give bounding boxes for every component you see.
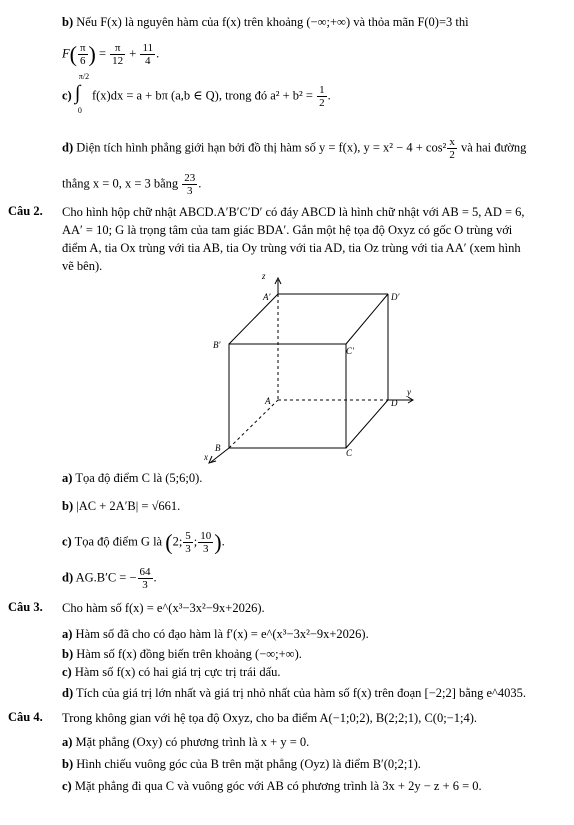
label-x: x: [204, 452, 208, 462]
fraction: [183, 530, 193, 555]
fraction-den: 2: [319, 97, 325, 109]
item-text: AG.B′C = −: [75, 570, 137, 585]
item-text: Hàm số đã cho có đạo hàm là f′(x) = e^(x³−3x²−9x+2026).: [75, 627, 369, 641]
item-text: Tọa độ điểm C là (5;6;0).: [75, 471, 203, 485]
fraction-num: 23: [184, 172, 196, 184]
item-label: c): [62, 779, 72, 793]
q2-item-a: [62, 470, 202, 486]
paren-open: (: [165, 529, 173, 555]
item-label: c): [62, 88, 72, 103]
label-c1: C′: [346, 346, 354, 356]
fraction-num: π: [110, 42, 125, 55]
question-text: điểm A, tia Ox trùng với tia AB, tia Oy trùng với tia AD, tia Oz trùng với tia AA′ (xem hình: [62, 241, 521, 255]
fraction-den: 3: [203, 543, 209, 555]
item-label: a): [62, 735, 73, 749]
item-label: c): [62, 665, 72, 679]
q2-item-d: d) AG.B′C = − $\frac{64}{3}$ .: [62, 566, 157, 591]
question-title: Câu 2.: [8, 204, 43, 218]
fraction: [447, 136, 457, 161]
q2-item-b: [62, 498, 180, 514]
fraction: [198, 530, 213, 555]
item-label: b): [62, 757, 74, 771]
label-b1: B′: [213, 340, 221, 350]
item-label: b): [62, 499, 74, 513]
question-title: Câu 3.: [8, 600, 43, 614]
item-label: b): [62, 15, 74, 29]
fraction-den: 4: [145, 55, 151, 67]
item-label: b): [62, 647, 74, 661]
q3-item-c: [62, 664, 281, 680]
fraction-den: 2: [449, 149, 455, 161]
integral-lower: 0: [77, 106, 82, 116]
item-text: Tọa độ điểm G là: [74, 534, 163, 549]
item-text: thẳng x = 0, x = 3 bằng: [62, 176, 179, 191]
item-label: d): [62, 686, 74, 700]
item-text: Hàm số f(x) có hai giá trị cực trị trái dấu.: [74, 665, 281, 679]
label-b: B: [215, 443, 221, 453]
q3-item-d: [62, 685, 526, 701]
fraction-num: π: [79, 42, 86, 54]
paren-close: ): [214, 529, 222, 555]
item-d1: [62, 136, 526, 161]
item-text: và hai đường: [460, 140, 527, 155]
paren-close: ): [88, 41, 96, 67]
q2-item-c: c) Tọa độ điểm G là (2; $\frac{5}{3}$ ; $\frac{10}{3}$ ).: [62, 529, 225, 555]
item-label: a): [62, 627, 73, 641]
question-text: vẽ bên).: [62, 259, 103, 273]
item-label: a): [62, 471, 73, 485]
fraction: [138, 566, 153, 591]
fraction-num: 64: [139, 566, 151, 578]
fraction: [182, 172, 197, 197]
label-z: z: [262, 271, 266, 281]
item-text: Mặt phẳng đi qua C và vuông góc với AB có phương trình là 3x + 2y − z + 6 = 0.: [74, 779, 482, 793]
q4-item-c: [62, 778, 482, 794]
item-text: Nếu F(x) là nguyên hàm của f(x) trên khoảng (−∞;+∞) và thỏa mãn F(0)=3 thì: [76, 15, 469, 29]
fraction-num: x: [449, 136, 455, 148]
item-b1: [62, 14, 469, 30]
fraction-den: 6: [80, 55, 86, 67]
fraction-den: 3: [142, 579, 148, 591]
q3-item-a: [62, 626, 369, 642]
question-text: Trong không gian với hệ tọa độ Oxyz, cho ba điểm A(−1;0;2), B(2;2;1), C(0;−1;4).: [62, 711, 477, 725]
item-text: |AC + 2A′B| = √661.: [76, 499, 181, 513]
fraction: [317, 84, 327, 109]
question-title: Câu 4.: [8, 710, 43, 724]
fraction-num: 5: [185, 530, 191, 542]
fraction-den: 3: [185, 543, 191, 555]
label-y: y: [407, 387, 411, 397]
item-c1: c) π/2 ∫ 0 f(x)dx = a + bπ (a,b ∈ Q), trong đó a² + b² = $\frac{1}{2}$ .: [62, 84, 331, 109]
q4-item-a: [62, 734, 309, 750]
question-text: Cho hàm số f(x) = e^(x³−3x²−9x+2026).: [62, 601, 265, 615]
question-text: Cho hình hộp chữ nhật ABCD.A′B′C′D′ có đáy ABCD là hình chữ nhật với AB = 5, AD = 6,: [62, 205, 525, 219]
item-text: Hình chiếu vuông góc của B trên mặt phẳng (Oyz) là điểm B′(0;2;1).: [76, 757, 421, 771]
item-text: Diện tích hình phẳng giới hạn bởi đồ thị hàm số y = f(x), y = x² − 4 + cos²: [76, 140, 447, 155]
integral-upper: π/2: [78, 72, 90, 82]
integral: [74, 72, 90, 116]
label-c: C: [346, 448, 353, 458]
item-text: Tích của giá trị lớn nhất và giá trị nhỏ nhất của hàm số f(x) trên đoạn [−2;2] bằng e^4035.: [76, 686, 526, 700]
label-a1: A′: [263, 292, 271, 302]
item-text: f(x)dx = a + bπ (a,b ∈ Q), trong đó a² + b² =: [91, 88, 313, 103]
item-label: c): [62, 534, 72, 549]
fraction-num: 11: [142, 42, 154, 54]
fraction-den: 12: [112, 55, 124, 67]
question-text: AA′ = 10; G là trọng tâm của tam giác BDA′. Gắn một hệ tọa độ Oxyz có gốc O trùng với: [62, 223, 513, 237]
item-text: Mặt phẳng (Oxy) có phương trình là x + y = 0.: [75, 735, 310, 749]
q4-item-b: [62, 756, 421, 772]
plus-sign: +: [129, 46, 137, 61]
coordinate: 2;: [172, 534, 183, 549]
formula-symbol: F: [62, 46, 70, 61]
fraction: [110, 42, 125, 67]
fraction-den: 3: [187, 185, 193, 197]
separator: ;: [193, 534, 198, 549]
item-text: Hàm số f(x) đồng biến trên khoảng (−∞;+∞).: [76, 647, 302, 661]
item-d1-line2: thẳng x = 0, x = 3 bằng $\frac{23}{3}$ .: [62, 172, 202, 197]
fraction-num: 1: [319, 84, 325, 96]
fraction: [78, 42, 88, 67]
item-b1-formula: F( $\frac{\pi}{6}$ ) = $\frac{\pi}{12}$ + $\frac{11}{4}$ .: [62, 41, 160, 67]
item-label: d): [62, 570, 74, 585]
integral-sign: ∫: [74, 82, 81, 105]
fraction-num: 10: [200, 530, 212, 542]
label-d1: D′: [391, 292, 400, 302]
cuboid-figure: [195, 270, 415, 466]
equals-sign: =: [98, 46, 107, 61]
fraction: [140, 42, 155, 67]
item-label: d): [62, 140, 74, 155]
paren-open: (: [69, 41, 77, 67]
label-a: A: [265, 396, 271, 406]
q3-item-b: [62, 646, 302, 662]
label-d: D: [391, 398, 398, 408]
